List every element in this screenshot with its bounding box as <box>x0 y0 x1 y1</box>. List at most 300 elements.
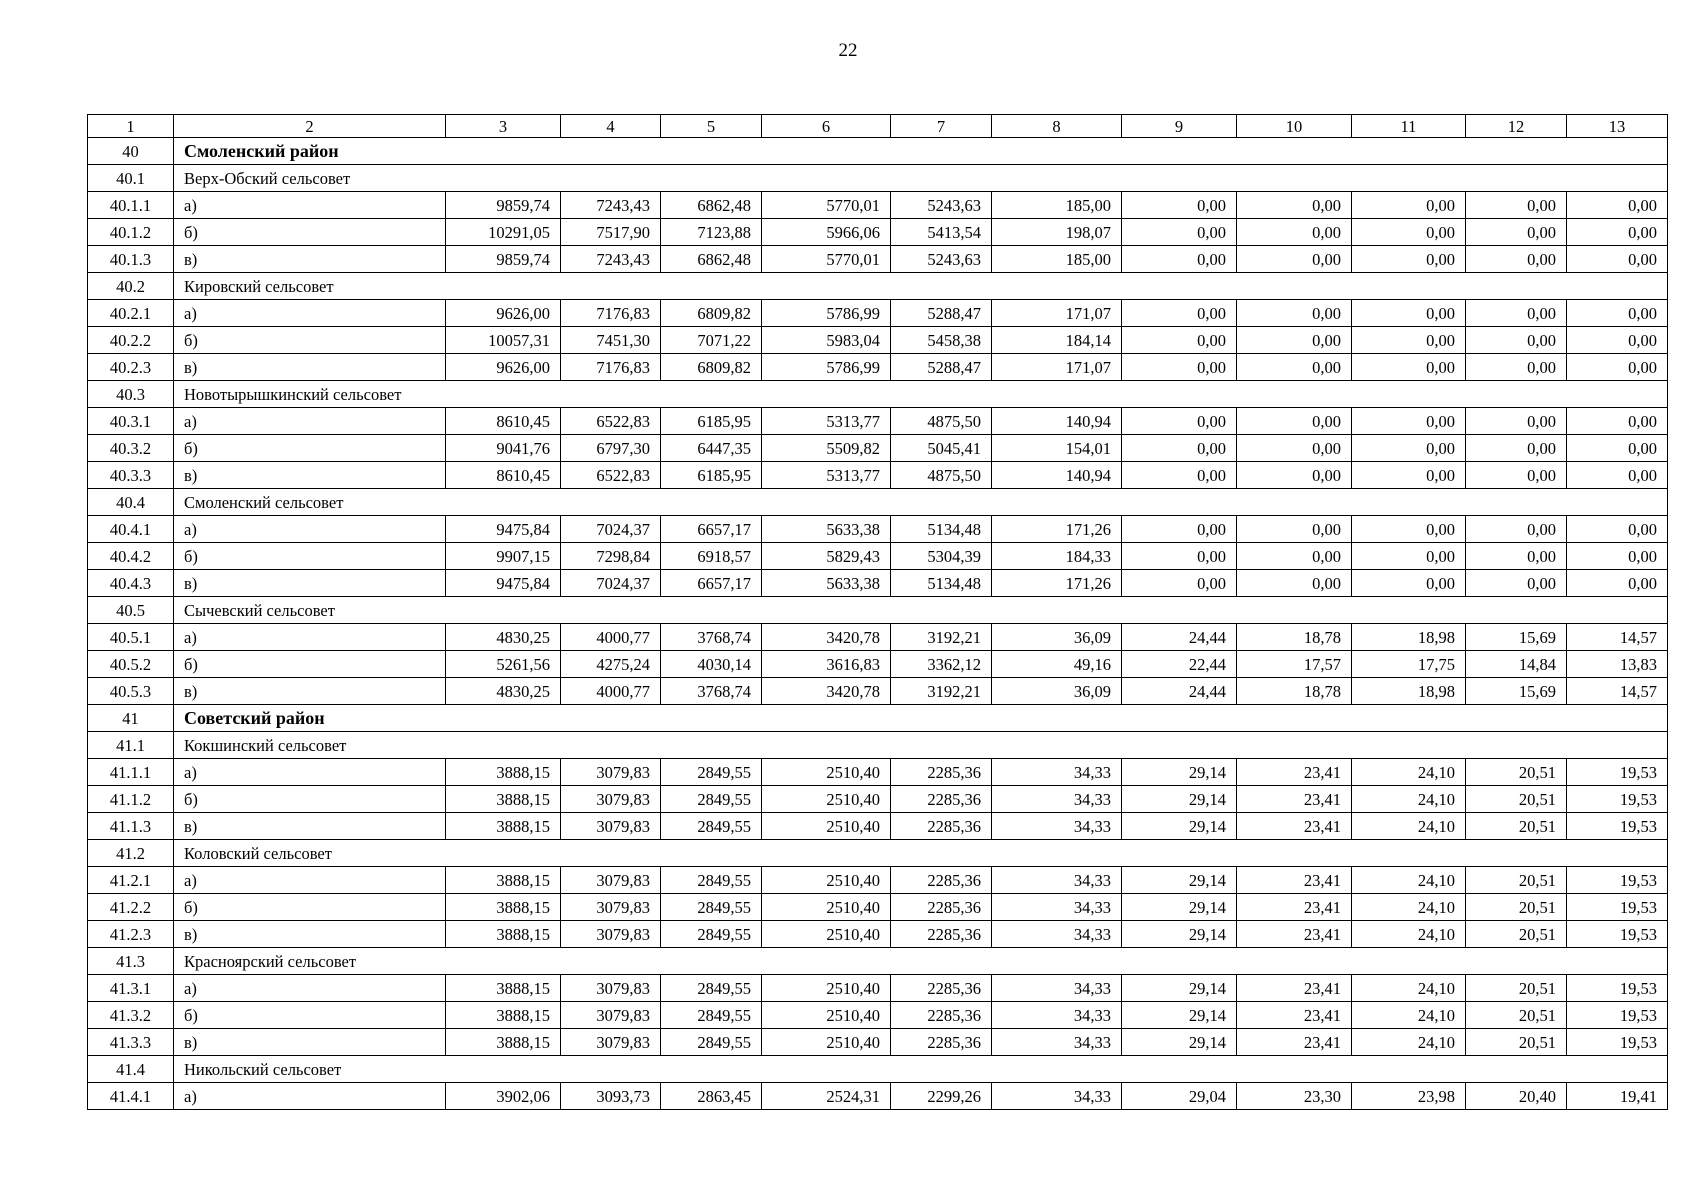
value-cell: 0,00 <box>1352 516 1466 543</box>
value-cell: 0,00 <box>1567 408 1668 435</box>
value-cell: 6809,82 <box>661 354 762 381</box>
table-row <box>88 1029 1668 1056</box>
value-cell: 24,10 <box>1352 1002 1466 1029</box>
value-cell: 5770,01 <box>762 246 891 273</box>
value-cell: 171,26 <box>992 516 1122 543</box>
value-cell: 3888,15 <box>446 1029 561 1056</box>
value-cell: 3768,74 <box>661 624 762 651</box>
value-cell: 34,33 <box>992 813 1122 840</box>
row-number: 41.4.1 <box>88 1083 174 1110</box>
table-row <box>88 246 1668 273</box>
value-cell: 2285,36 <box>891 975 992 1002</box>
value-cell: 9859,74 <box>446 192 561 219</box>
value-cell: 0,00 <box>1567 435 1668 462</box>
value-cell: 19,53 <box>1567 759 1668 786</box>
value-cell: 24,10 <box>1352 786 1466 813</box>
value-cell: 0,00 <box>1237 435 1352 462</box>
value-cell: 0,00 <box>1466 192 1567 219</box>
table-row <box>88 408 1668 435</box>
column-header: 6 <box>762 115 891 138</box>
value-cell: 4000,77 <box>561 624 661 651</box>
value-cell: 18,98 <box>1352 624 1466 651</box>
value-cell: 0,00 <box>1466 354 1567 381</box>
value-cell: 20,51 <box>1466 894 1567 921</box>
value-cell: 15,69 <box>1466 624 1567 651</box>
column-header: 5 <box>661 115 762 138</box>
value-cell: 23,30 <box>1237 1083 1352 1110</box>
row-label: в) <box>174 921 446 948</box>
value-cell: 0,00 <box>1352 408 1466 435</box>
value-cell: 15,69 <box>1466 678 1567 705</box>
value-cell: 17,57 <box>1237 651 1352 678</box>
value-cell: 5786,99 <box>762 354 891 381</box>
value-cell: 23,41 <box>1237 813 1352 840</box>
value-cell: 5313,77 <box>762 462 891 489</box>
page-number: 22 <box>838 40 858 61</box>
row-label: а) <box>174 759 446 786</box>
value-cell: 29,14 <box>1122 921 1237 948</box>
value-cell: 2510,40 <box>762 867 891 894</box>
value-cell: 0,00 <box>1466 300 1567 327</box>
value-cell: 4875,50 <box>891 408 992 435</box>
value-cell: 24,10 <box>1352 894 1466 921</box>
value-cell: 34,33 <box>992 894 1122 921</box>
value-cell: 19,53 <box>1567 1002 1668 1029</box>
value-cell: 3888,15 <box>446 813 561 840</box>
value-cell: 0,00 <box>1237 408 1352 435</box>
value-cell: 23,41 <box>1237 921 1352 948</box>
row-number: 40.5.3 <box>88 678 174 705</box>
value-cell: 3616,83 <box>762 651 891 678</box>
table-row <box>88 624 1668 651</box>
subsection-row <box>88 732 1668 759</box>
value-cell: 140,94 <box>992 462 1122 489</box>
column-header: 13 <box>1567 115 1668 138</box>
column-header: 3 <box>446 115 561 138</box>
value-cell: 3888,15 <box>446 759 561 786</box>
value-cell: 23,41 <box>1237 975 1352 1002</box>
row-number: 40.3 <box>88 381 174 408</box>
value-cell: 36,09 <box>992 624 1122 651</box>
row-label: в) <box>174 678 446 705</box>
value-cell: 3079,83 <box>561 1002 661 1029</box>
value-cell: 7024,37 <box>561 570 661 597</box>
value-cell: 9626,00 <box>446 354 561 381</box>
value-cell: 3362,12 <box>891 651 992 678</box>
subsection-title: Смоленский сельсовет <box>174 489 1668 516</box>
value-cell: 20,40 <box>1466 1083 1567 1110</box>
value-cell: 6657,17 <box>661 516 762 543</box>
value-cell: 23,41 <box>1237 894 1352 921</box>
value-cell: 34,33 <box>992 1083 1122 1110</box>
value-cell: 24,10 <box>1352 921 1466 948</box>
row-number: 40.5 <box>88 597 174 624</box>
row-number: 41.2.3 <box>88 921 174 948</box>
value-cell: 4830,25 <box>446 678 561 705</box>
value-cell: 3888,15 <box>446 786 561 813</box>
subsection-row <box>88 597 1668 624</box>
value-cell: 2285,36 <box>891 921 992 948</box>
value-cell: 5413,54 <box>891 219 992 246</box>
table-row <box>88 678 1668 705</box>
value-cell: 10291,05 <box>446 219 561 246</box>
value-cell: 2849,55 <box>661 1002 762 1029</box>
value-cell: 0,00 <box>1122 192 1237 219</box>
value-cell: 9859,74 <box>446 246 561 273</box>
value-cell: 0,00 <box>1567 543 1668 570</box>
value-cell: 5966,06 <box>762 219 891 246</box>
value-cell: 0,00 <box>1567 570 1668 597</box>
tariff-table <box>87 114 1668 1110</box>
value-cell: 5134,48 <box>891 516 992 543</box>
value-cell: 14,84 <box>1466 651 1567 678</box>
value-cell: 23,41 <box>1237 867 1352 894</box>
value-cell: 2849,55 <box>661 867 762 894</box>
value-cell: 19,53 <box>1567 894 1668 921</box>
value-cell: 24,10 <box>1352 975 1466 1002</box>
value-cell: 7243,43 <box>561 192 661 219</box>
row-number: 41.2 <box>88 840 174 867</box>
value-cell: 0,00 <box>1122 300 1237 327</box>
value-cell: 154,01 <box>992 435 1122 462</box>
row-number: 40.2.3 <box>88 354 174 381</box>
value-cell: 10057,31 <box>446 327 561 354</box>
row-label: б) <box>174 219 446 246</box>
value-cell: 2510,40 <box>762 1029 891 1056</box>
row-label: б) <box>174 894 446 921</box>
value-cell: 2285,36 <box>891 813 992 840</box>
subsection-title: Никольский сельсовет <box>174 1056 1668 1083</box>
value-cell: 5045,41 <box>891 435 992 462</box>
subsection-row <box>88 165 1668 192</box>
row-number: 41 <box>88 705 174 732</box>
value-cell: 20,51 <box>1466 759 1567 786</box>
value-cell: 19,53 <box>1567 975 1668 1002</box>
value-cell: 29,14 <box>1122 1002 1237 1029</box>
table-row <box>88 435 1668 462</box>
table-row <box>88 975 1668 1002</box>
value-cell: 24,44 <box>1122 678 1237 705</box>
value-cell: 6657,17 <box>661 570 762 597</box>
value-cell: 7123,88 <box>661 219 762 246</box>
value-cell: 0,00 <box>1352 192 1466 219</box>
row-label: б) <box>174 1002 446 1029</box>
value-cell: 2285,36 <box>891 1029 992 1056</box>
subsection-row <box>88 948 1668 975</box>
value-cell: 13,83 <box>1567 651 1668 678</box>
value-cell: 3079,83 <box>561 867 661 894</box>
value-cell: 0,00 <box>1567 246 1668 273</box>
row-number: 40.1.1 <box>88 192 174 219</box>
value-cell: 34,33 <box>992 1002 1122 1029</box>
value-cell: 8610,45 <box>446 408 561 435</box>
value-cell: 2849,55 <box>661 813 762 840</box>
value-cell: 19,53 <box>1567 921 1668 948</box>
table-row <box>88 1083 1668 1110</box>
value-cell: 23,98 <box>1352 1083 1466 1110</box>
value-cell: 0,00 <box>1352 354 1466 381</box>
value-cell: 34,33 <box>992 867 1122 894</box>
value-cell: 2849,55 <box>661 921 762 948</box>
row-number: 40.5.1 <box>88 624 174 651</box>
value-cell: 17,75 <box>1352 651 1466 678</box>
value-cell: 5313,77 <box>762 408 891 435</box>
row-number: 41.2.1 <box>88 867 174 894</box>
value-cell: 3420,78 <box>762 678 891 705</box>
value-cell: 3093,73 <box>561 1083 661 1110</box>
value-cell: 5304,39 <box>891 543 992 570</box>
value-cell: 0,00 <box>1466 219 1567 246</box>
row-number: 40.4.1 <box>88 516 174 543</box>
value-cell: 3079,83 <box>561 921 661 948</box>
value-cell: 7071,22 <box>661 327 762 354</box>
row-number: 41.1.2 <box>88 786 174 813</box>
value-cell: 0,00 <box>1567 462 1668 489</box>
row-number: 40.2.1 <box>88 300 174 327</box>
value-cell: 34,33 <box>992 1029 1122 1056</box>
row-number: 40.4 <box>88 489 174 516</box>
subsection-title: Кокшинский сельсовет <box>174 732 1668 759</box>
value-cell: 7024,37 <box>561 516 661 543</box>
value-cell: 5633,38 <box>762 570 891 597</box>
value-cell: 24,10 <box>1352 759 1466 786</box>
value-cell: 0,00 <box>1237 543 1352 570</box>
table-row <box>88 354 1668 381</box>
subsection-title: Новотырышкинский сельсовет <box>174 381 1668 408</box>
column-header: 9 <box>1122 115 1237 138</box>
value-cell: 0,00 <box>1567 192 1668 219</box>
subsection-row <box>88 1056 1668 1083</box>
value-cell: 0,00 <box>1352 543 1466 570</box>
row-number: 41.2.2 <box>88 894 174 921</box>
value-cell: 0,00 <box>1466 570 1567 597</box>
column-header: 12 <box>1466 115 1567 138</box>
subsection-row <box>88 840 1668 867</box>
value-cell: 18,78 <box>1237 678 1352 705</box>
value-cell: 7451,30 <box>561 327 661 354</box>
subsection-row <box>88 489 1668 516</box>
value-cell: 4875,50 <box>891 462 992 489</box>
value-cell: 4000,77 <box>561 678 661 705</box>
value-cell: 19,53 <box>1567 786 1668 813</box>
row-label: в) <box>174 246 446 273</box>
value-cell: 29,14 <box>1122 1029 1237 1056</box>
value-cell: 34,33 <box>992 759 1122 786</box>
value-cell: 23,41 <box>1237 1029 1352 1056</box>
table-row <box>88 462 1668 489</box>
section-row <box>88 705 1668 732</box>
value-cell: 3079,83 <box>561 813 661 840</box>
value-cell: 0,00 <box>1466 516 1567 543</box>
value-cell: 6918,57 <box>661 543 762 570</box>
value-cell: 23,41 <box>1237 759 1352 786</box>
value-cell: 29,14 <box>1122 813 1237 840</box>
value-cell: 0,00 <box>1122 219 1237 246</box>
value-cell: 3079,83 <box>561 786 661 813</box>
value-cell: 7176,83 <box>561 354 661 381</box>
value-cell: 0,00 <box>1567 327 1668 354</box>
table-row <box>88 813 1668 840</box>
value-cell: 0,00 <box>1352 570 1466 597</box>
value-cell: 5458,38 <box>891 327 992 354</box>
value-cell: 0,00 <box>1237 192 1352 219</box>
row-label: а) <box>174 975 446 1002</box>
subsection-title: Коловский сельсовет <box>174 840 1668 867</box>
value-cell: 5134,48 <box>891 570 992 597</box>
column-header: 11 <box>1352 115 1466 138</box>
value-cell: 2863,45 <box>661 1083 762 1110</box>
value-cell: 19,41 <box>1567 1083 1668 1110</box>
value-cell: 6797,30 <box>561 435 661 462</box>
value-cell: 0,00 <box>1237 570 1352 597</box>
subsection-title: Сычевский сельсовет <box>174 597 1668 624</box>
row-number: 40.4.2 <box>88 543 174 570</box>
value-cell: 5243,63 <box>891 246 992 273</box>
table-row <box>88 516 1668 543</box>
value-cell: 140,94 <box>992 408 1122 435</box>
table-row <box>88 651 1668 678</box>
table-row <box>88 570 1668 597</box>
row-number: 40.3.2 <box>88 435 174 462</box>
value-cell: 14,57 <box>1567 624 1668 651</box>
value-cell: 20,51 <box>1466 813 1567 840</box>
value-cell: 3420,78 <box>762 624 891 651</box>
section-title: Советский район <box>174 705 1668 732</box>
value-cell: 185,00 <box>992 246 1122 273</box>
row-number: 40.2 <box>88 273 174 300</box>
value-cell: 3888,15 <box>446 921 561 948</box>
row-number: 40.1.3 <box>88 246 174 273</box>
value-cell: 29,14 <box>1122 759 1237 786</box>
value-cell: 4030,14 <box>661 651 762 678</box>
value-cell: 9475,84 <box>446 570 561 597</box>
value-cell: 0,00 <box>1466 435 1567 462</box>
value-cell: 7176,83 <box>561 300 661 327</box>
value-cell: 7517,90 <box>561 219 661 246</box>
value-cell: 198,07 <box>992 219 1122 246</box>
value-cell: 0,00 <box>1466 462 1567 489</box>
row-label: а) <box>174 192 446 219</box>
value-cell: 24,10 <box>1352 867 1466 894</box>
value-cell: 2849,55 <box>661 1029 762 1056</box>
row-label: а) <box>174 624 446 651</box>
value-cell: 2510,40 <box>762 759 891 786</box>
value-cell: 0,00 <box>1352 327 1466 354</box>
row-label: в) <box>174 462 446 489</box>
value-cell: 5243,63 <box>891 192 992 219</box>
value-cell: 24,10 <box>1352 813 1466 840</box>
value-cell: 5829,43 <box>762 543 891 570</box>
value-cell: 0,00 <box>1352 462 1466 489</box>
subsection-title: Кировский сельсовет <box>174 273 1668 300</box>
value-cell: 20,51 <box>1466 867 1567 894</box>
value-cell: 0,00 <box>1237 327 1352 354</box>
value-cell: 6522,83 <box>561 462 661 489</box>
column-header: 1 <box>88 115 174 138</box>
row-number: 40.1.2 <box>88 219 174 246</box>
value-cell: 3079,83 <box>561 1029 661 1056</box>
value-cell: 20,51 <box>1466 786 1567 813</box>
value-cell: 171,26 <box>992 570 1122 597</box>
value-cell: 29,14 <box>1122 894 1237 921</box>
section-title: Смоленский район <box>174 138 1668 165</box>
row-label: б) <box>174 786 446 813</box>
value-cell: 2510,40 <box>762 813 891 840</box>
value-cell: 0,00 <box>1352 246 1466 273</box>
header-row <box>88 115 1668 138</box>
value-cell: 0,00 <box>1466 408 1567 435</box>
row-number: 40.5.2 <box>88 651 174 678</box>
row-label: а) <box>174 300 446 327</box>
value-cell: 3888,15 <box>446 1002 561 1029</box>
value-cell: 0,00 <box>1237 300 1352 327</box>
value-cell: 6809,82 <box>661 300 762 327</box>
table-row <box>88 327 1668 354</box>
row-number: 40.1 <box>88 165 174 192</box>
row-number: 41.3.3 <box>88 1029 174 1056</box>
value-cell: 3768,74 <box>661 678 762 705</box>
value-cell: 18,98 <box>1352 678 1466 705</box>
row-number: 40.2.2 <box>88 327 174 354</box>
value-cell: 23,41 <box>1237 786 1352 813</box>
value-cell: 2510,40 <box>762 975 891 1002</box>
row-number: 40.3.1 <box>88 408 174 435</box>
row-number: 41.3 <box>88 948 174 975</box>
table-row <box>88 921 1668 948</box>
row-label: в) <box>174 354 446 381</box>
subsection-row <box>88 273 1668 300</box>
value-cell: 2285,36 <box>891 759 992 786</box>
value-cell: 6862,48 <box>661 246 762 273</box>
value-cell: 9907,15 <box>446 543 561 570</box>
value-cell: 6522,83 <box>561 408 661 435</box>
value-cell: 5770,01 <box>762 192 891 219</box>
value-cell: 0,00 <box>1567 354 1668 381</box>
value-cell: 2510,40 <box>762 1002 891 1029</box>
value-cell: 2849,55 <box>661 975 762 1002</box>
subsection-title: Верх-Обский сельсовет <box>174 165 1668 192</box>
value-cell: 3902,06 <box>446 1083 561 1110</box>
column-header: 10 <box>1237 115 1352 138</box>
table-row <box>88 219 1668 246</box>
value-cell: 0,00 <box>1567 219 1668 246</box>
value-cell: 3888,15 <box>446 867 561 894</box>
value-cell: 49,16 <box>992 651 1122 678</box>
value-cell: 19,53 <box>1567 867 1668 894</box>
value-cell: 0,00 <box>1122 543 1237 570</box>
value-cell: 24,44 <box>1122 624 1237 651</box>
value-cell: 2510,40 <box>762 921 891 948</box>
value-cell: 2285,36 <box>891 867 992 894</box>
value-cell: 0,00 <box>1122 327 1237 354</box>
value-cell: 2299,26 <box>891 1083 992 1110</box>
value-cell: 184,14 <box>992 327 1122 354</box>
value-cell: 171,07 <box>992 300 1122 327</box>
row-label: а) <box>174 1083 446 1110</box>
value-cell: 0,00 <box>1237 354 1352 381</box>
value-cell: 34,33 <box>992 975 1122 1002</box>
table-row <box>88 192 1668 219</box>
value-cell: 0,00 <box>1466 543 1567 570</box>
row-number: 41.3.2 <box>88 1002 174 1029</box>
value-cell: 4830,25 <box>446 624 561 651</box>
row-label: б) <box>174 327 446 354</box>
row-label: в) <box>174 570 446 597</box>
row-label: а) <box>174 516 446 543</box>
value-cell: 2510,40 <box>762 786 891 813</box>
value-cell: 9475,84 <box>446 516 561 543</box>
value-cell: 3888,15 <box>446 894 561 921</box>
